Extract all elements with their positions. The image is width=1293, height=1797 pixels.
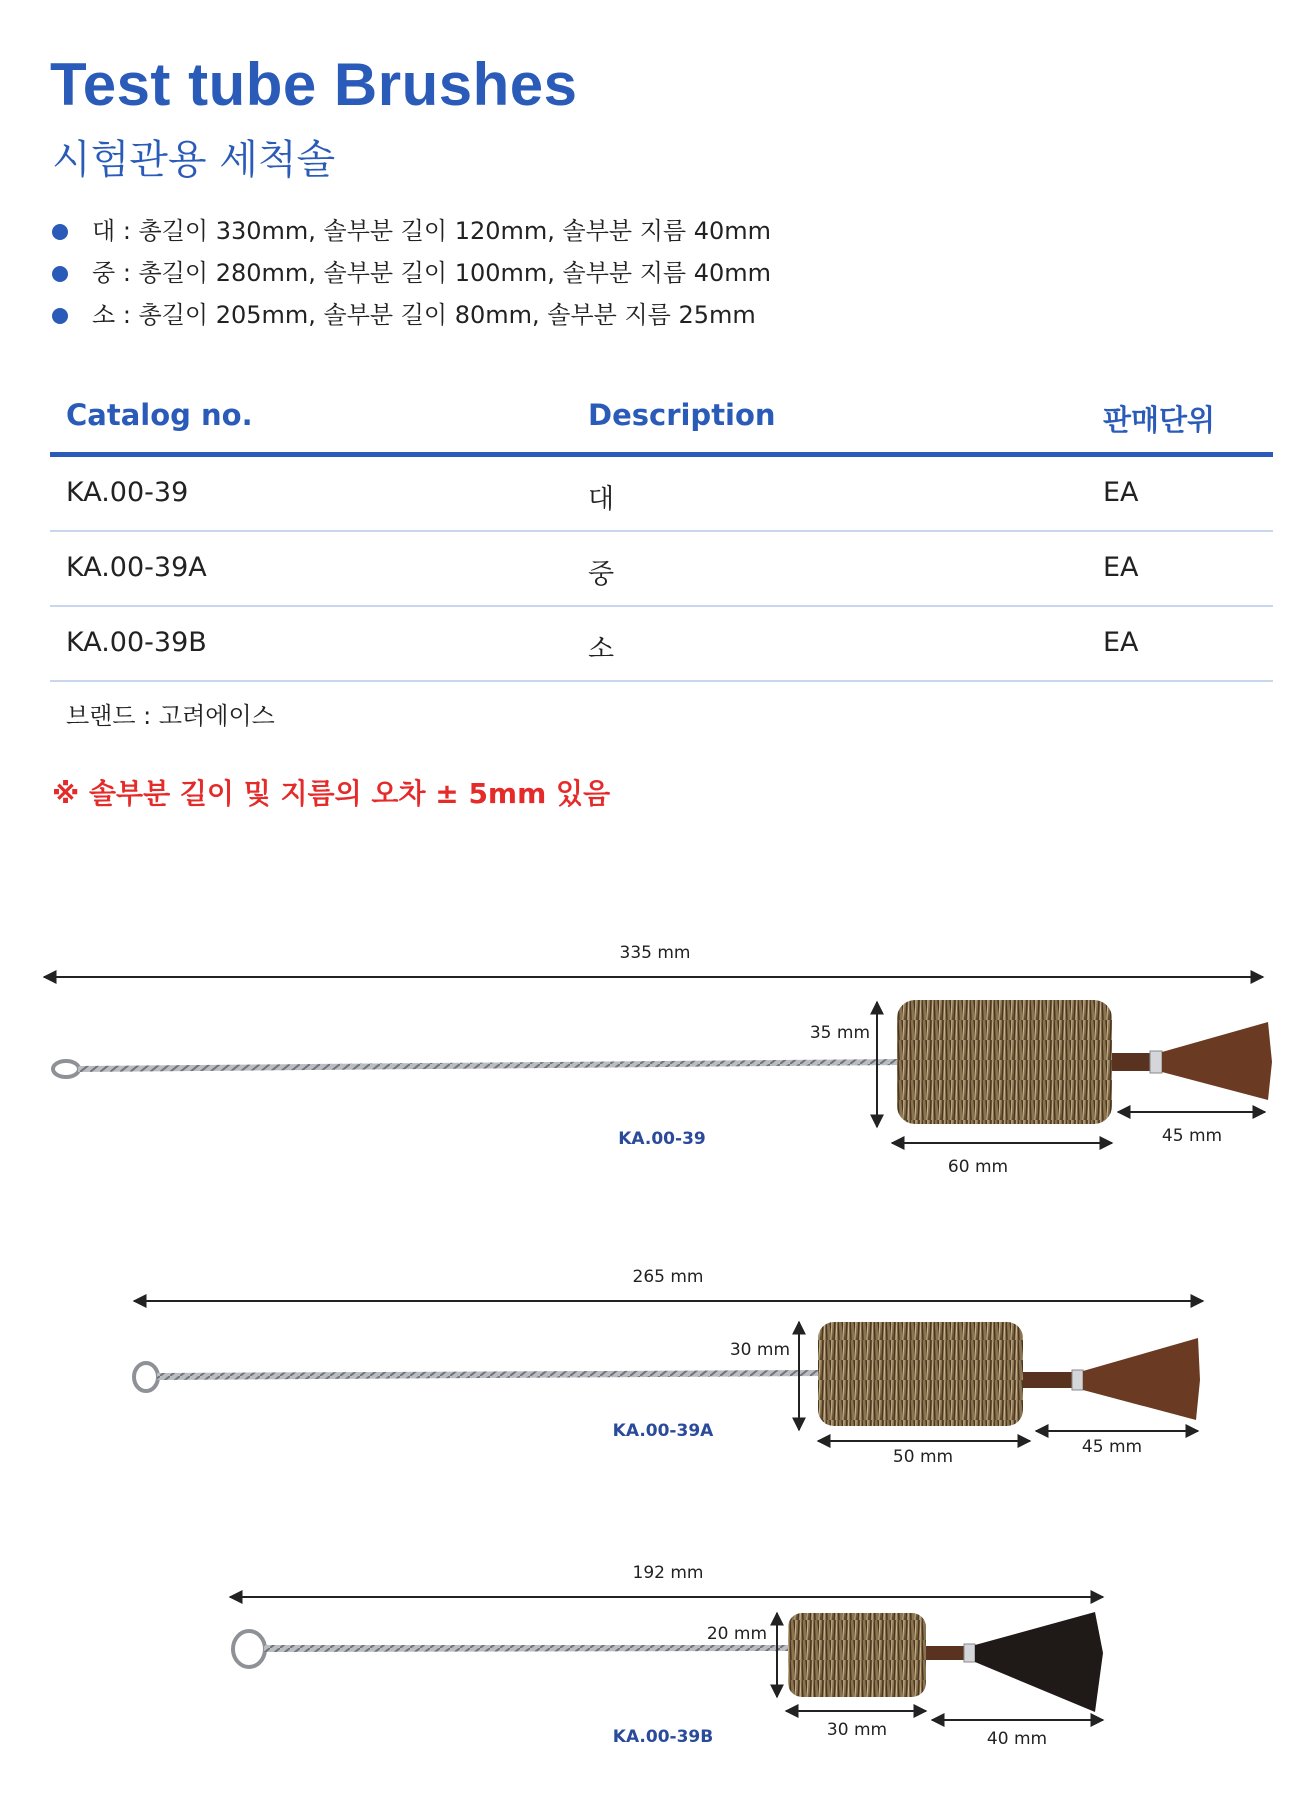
brush-length-label: 60 mm xyxy=(947,1157,1009,1177)
catalog-label: KA.00-39B xyxy=(612,1727,714,1747)
total-length-label: 265 mm xyxy=(632,1267,704,1287)
brush-neck xyxy=(1023,1372,1073,1388)
catalog-label: KA.00-39A xyxy=(612,1421,714,1441)
cell-description: 중 xyxy=(588,559,615,590)
tolerance-note: ※ 솔부분 길이 및 지름의 오차 ± 5mm 있음 xyxy=(52,777,611,810)
wire-loop xyxy=(233,1631,265,1667)
brush-length-label: 50 mm xyxy=(892,1447,954,1467)
tuft-length-label: 40 mm xyxy=(986,1729,1048,1749)
diameter-label: 20 mm xyxy=(706,1624,767,1644)
cell-description: 소 xyxy=(588,634,615,665)
metal-ferrule xyxy=(1072,1370,1083,1390)
cell-catalog: KA.00-39 xyxy=(66,477,189,508)
wire-loop xyxy=(53,1061,79,1077)
twisted-wire-handle xyxy=(78,1059,900,1072)
brush-bristles xyxy=(788,1613,926,1697)
total-length-label: 192 mm xyxy=(632,1563,704,1583)
tuft-length-label: 45 mm xyxy=(1081,1437,1143,1457)
bristle-tuft xyxy=(1162,1022,1272,1100)
total-length-label: 335 mm xyxy=(619,943,691,963)
brush-length-label: 30 mm xyxy=(826,1720,888,1740)
brush-neck xyxy=(1112,1053,1152,1071)
page-title: Test tube Brushes xyxy=(50,51,578,118)
cell-catalog: KA.00-39B xyxy=(66,627,207,658)
bristle-tuft xyxy=(1083,1338,1200,1420)
brush-bristles xyxy=(818,1322,1023,1426)
metal-ferrule xyxy=(1150,1051,1162,1073)
cell-unit: EA xyxy=(1103,552,1139,583)
header-unit: 판매단위 xyxy=(1103,403,1216,437)
brush-diagram-small xyxy=(230,1563,1103,1749)
bristle-tuft xyxy=(975,1612,1103,1712)
cell-unit: EA xyxy=(1103,627,1139,658)
metal-ferrule xyxy=(964,1644,975,1662)
brush-neck xyxy=(926,1646,966,1660)
spec-item-large: 대 : 총길이 330mm, 솔부분 길이 120mm, 솔부분 지름 40mm xyxy=(52,210,771,252)
brand-text: 브랜드 : 고려에이스 xyxy=(66,702,275,730)
twisted-wire-handle xyxy=(157,1370,822,1380)
cell-catalog: KA.00-39A xyxy=(66,552,207,583)
spec-item-small: 소 : 총길이 205mm, 솔부분 길이 80mm, 솔부분 지름 25mm xyxy=(52,294,771,336)
cell-description: 대 xyxy=(588,484,615,515)
page-subtitle: 시험관용 세척솔 xyxy=(52,137,336,183)
cell-unit: EA xyxy=(1103,477,1139,508)
header-description: Description xyxy=(588,398,776,432)
catalog-label: KA.00-39 xyxy=(618,1129,706,1149)
twisted-wire-handle xyxy=(264,1645,792,1652)
brush-diagram-medium xyxy=(134,1267,1203,1467)
diameter-label: 35 mm xyxy=(809,1023,870,1043)
brush-bristles xyxy=(897,1000,1112,1124)
brush-diagram-large xyxy=(44,943,1272,1177)
diameter-label: 30 mm xyxy=(729,1340,790,1360)
spec-item-medium: 중 : 총길이 280mm, 솔부분 길이 100mm, 솔부분 지름 40mm xyxy=(52,252,771,294)
tuft-length-label: 45 mm xyxy=(1161,1126,1223,1146)
header-catalog-no: Catalog no. xyxy=(66,398,253,432)
wire-loop xyxy=(134,1363,158,1391)
